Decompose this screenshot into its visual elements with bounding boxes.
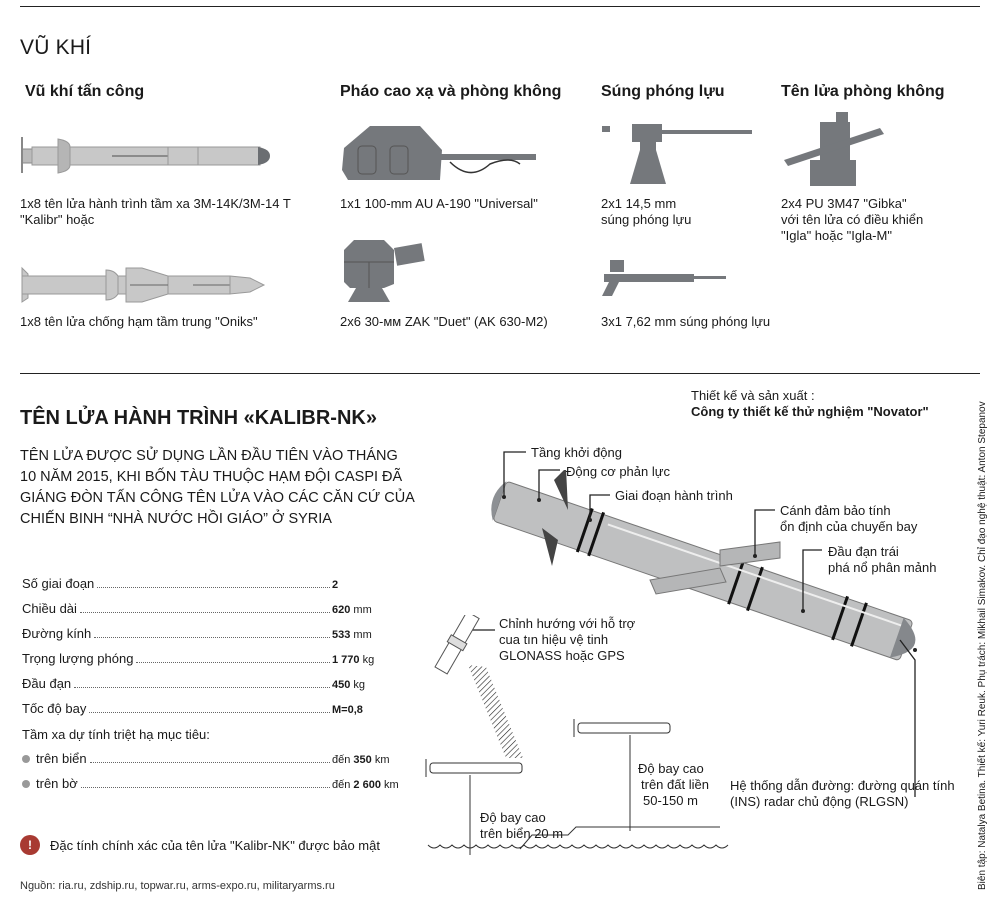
label-wing-l1: Cánh đảm bảo tính — [780, 503, 891, 518]
spec-value: 533 — [332, 629, 351, 641]
label-sea-l2: trên biển 20 m — [480, 826, 564, 841]
oniks-caption: 1x8 tên lửa chống hạm tầm trung "Oniks" — [20, 314, 258, 329]
label-sat-l3: GLONASS hoặc GPS — [499, 648, 625, 663]
spec-label: Đầu đạn — [22, 676, 72, 691]
spec-unit: kg — [362, 654, 375, 666]
range-prefix: đến — [332, 754, 351, 766]
intro-line: GIÁNG ĐÒN TẤN CÔNG TÊN LỬA VÀO CÁC CĂN CỨ CỦA — [20, 490, 415, 506]
sea-missile-icon — [426, 759, 522, 777]
spec-row — [22, 676, 412, 696]
label-land-l2: trên đất liền — [641, 777, 709, 792]
spec-row — [22, 576, 412, 596]
range-value: 350 — [353, 754, 372, 766]
gl762-caption: 3x1 7,62 mm súng phóng lựu — [601, 314, 771, 329]
spec-label: Số giai đoạn — [22, 576, 95, 591]
missile-intro — [20, 446, 440, 530]
secrecy-note: Đặc tính chính xác của tên lửa "Kalibr-NK" được bảo mật — [50, 838, 380, 853]
section-divider — [20, 373, 980, 374]
spec-value: 2 — [332, 579, 339, 591]
spec-unit: mm — [353, 629, 372, 641]
designer-label: Thiết kế và sản xuất : — [691, 388, 815, 403]
spec-row — [22, 626, 412, 646]
source-line: Nguồn: ria.ru, zdship.ru, topwar.ru, arms-expo.ru, militaryarms.ru — [20, 880, 335, 892]
top-divider — [20, 6, 980, 7]
label-land-l3: 50-150 m — [643, 793, 698, 808]
range-label: trên bờ — [36, 776, 78, 791]
category-grenade: Súng phóng lựu — [601, 83, 725, 100]
spec-unit: mm — [353, 604, 372, 616]
range-title: Tầm xa dự tính triệt hạ mục tiêu: — [22, 727, 210, 742]
grenade-launcher-762-image — [600, 258, 730, 298]
label-cruise: Giai đoạn hành trình — [615, 488, 733, 503]
range-unit: km — [384, 779, 399, 791]
alert-icon: ! — [20, 835, 40, 855]
spec-value: M=0,8 — [332, 704, 363, 716]
range-label: trên biển — [36, 751, 87, 766]
category-sam: Tên lửa phòng không — [781, 83, 945, 100]
gibka-caption-l2: với tên lửa có điều khiển — [781, 212, 924, 227]
spec-label: Chiều dài — [22, 601, 77, 616]
spec-value: 450 — [332, 679, 351, 691]
range-value: 2 600 — [353, 779, 381, 791]
gibka-launcher-image — [780, 110, 890, 188]
land-missile-icon — [574, 719, 670, 737]
gl145-caption-l1: 2x1 14,5 mm — [601, 196, 677, 211]
category-attack: Vũ khí tấn công — [25, 83, 145, 100]
spec-unit: kg — [353, 679, 366, 691]
gibka-caption-l1: 2x4 PU 3M47 "Gibka" — [781, 196, 907, 211]
category-artillery: Pháo cao xạ và phòng không — [340, 83, 562, 100]
bullet-icon — [22, 755, 30, 763]
label-sea-l1: Độ bay cao — [480, 810, 546, 825]
label-wing-l2: ổn định của chuyến bay — [780, 519, 918, 534]
kalibr-caption: 1x8 tên lửa hành trình tầm xa 3M-14K/3M-14 T "Kalibr" hoặc — [20, 196, 291, 227]
duet-gun-image — [340, 238, 430, 304]
label-booster: Tầng khởi động — [531, 445, 622, 460]
a190-caption: 1x1 100-mm AU A-190 "Universal" — [340, 196, 538, 211]
range-row — [22, 776, 412, 796]
range-unit: km — [374, 754, 390, 766]
intro-line: CHIẾN BINH “NHÀ NƯỚC HỒI GIÁO” Ở SYRIA — [20, 511, 332, 527]
label-warhead-l1: Đầu đạn trái — [828, 544, 899, 559]
intro-line: TÊN LỬA ĐƯỢC SỬ DỤNG LẦN ĐẦU TIÊN VÀO THÁNG — [20, 448, 398, 464]
label-guidance-l2: (INS) radar chủ động (RLGSN) — [730, 794, 909, 809]
label-guidance-l1: Hệ thống dẫn đường: đường quán tính — [730, 778, 955, 793]
a190-gun-image — [340, 120, 540, 185]
spec-label: Tốc độ bay — [22, 701, 87, 716]
gibka-caption-l3: "Igla" hoặc "Igla-M" — [781, 228, 892, 243]
missile-title: TÊN LỬA HÀNH TRÌNH «KALIBR-NK» — [20, 407, 377, 429]
spec-label: Trọng lượng phóng — [22, 651, 134, 666]
label-engine: Động cơ phản lực — [566, 464, 670, 479]
label-sat-l1: Chỉnh hướng với hỗ trợ — [499, 616, 636, 631]
range-prefix: đến — [332, 779, 351, 791]
label-land-l1: Độ bay cao — [638, 761, 704, 776]
kalibr-missile-image — [18, 135, 270, 175]
oniks-missile-image — [18, 264, 268, 304]
credits: Biên tập: Natalya Betina. Thiết kế: Yuri Reuk. Phụ trách: Mikhail Simakov. Chỉ đạo nghệ thuật: Anton Stepanov — [977, 401, 988, 890]
weapons-title: VŨ KHÍ — [20, 36, 92, 59]
label-sat-l2: cua tın hiệu vệ tinh — [499, 632, 609, 647]
bullet-icon — [22, 780, 30, 788]
spec-value: 1 770 — [332, 654, 360, 666]
grenade-launcher-145-image — [600, 122, 754, 186]
spec-row — [22, 601, 412, 621]
duet-caption: 2x6 30-мм ZAK "Duet" (AK 630-M2) — [340, 314, 548, 329]
intro-line: 10 NĂM 2015, KHI BỐN TÀU THUỘC HẠM ĐỘI CASPI ĐÃ — [20, 469, 403, 485]
range-row — [22, 751, 412, 771]
gl145-caption-l2: súng phóng lựu — [601, 212, 692, 227]
spec-row — [22, 701, 412, 721]
spec-row — [22, 651, 412, 671]
label-warhead-l2: phá nổ phân mảnh — [828, 560, 937, 575]
spec-label: Đường kính — [22, 626, 92, 641]
designer-name: Công ty thiết kế thử nghiệm "Novator" — [691, 404, 929, 419]
spec-value: 620 — [332, 604, 351, 616]
